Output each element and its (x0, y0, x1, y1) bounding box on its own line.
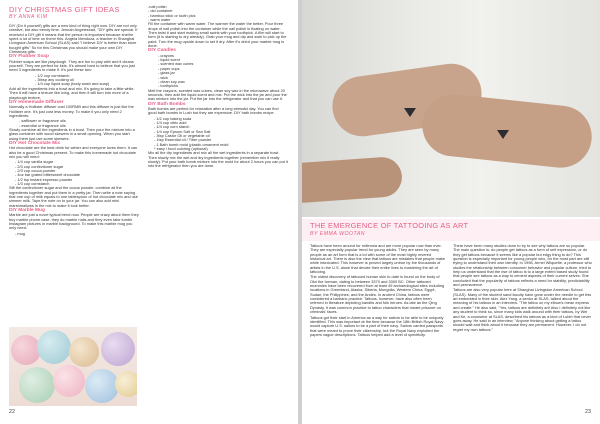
section-heading: DIY Flubber Soap (9, 54, 49, 60)
list-item: - 4oz bar grated bittersweet chocolate (15, 172, 81, 178)
left-page (0, 0, 298, 424)
list-item: - 3tbsp any cooking oil (35, 77, 74, 83)
paragraph: Sift the confectioner sugar and the cocoa powder, combine all the ingredients together and put them in a pretty jar. Then write a note saying that one cup of milk equals to one tablespoon of hot chocolate mix and use simmer milk. Tape the note on to your jar. You can also add mini marshmallows in the mix to make it look better. (9, 185, 138, 208)
article-header (302, 219, 600, 241)
list-item: - crayons (158, 52, 174, 58)
section-heading: DIY Homemade Diffuser (9, 99, 64, 105)
list-item: - 2/3 cup confectioner sugar (15, 163, 64, 169)
bath-bombs-photo (9, 327, 137, 406)
article-byline: BY EMMA WOOTAN (310, 231, 366, 237)
section-heading: DIY Hot Chocolate Mix (9, 140, 61, 146)
list-item: - 1/2 cup baking soda (154, 115, 192, 121)
list-item: - 1 Bath bomb mold (plastic ornament mold (154, 141, 229, 147)
list-item: - warm water (148, 17, 171, 23)
list-item: - toothpicks (158, 83, 178, 89)
paragraph: Melt the crayons, scented wax cubes, clean soy wax in the microwave about 20 seconds, then add the liquid scent and mix. Put the wick into the jar and pour the wax mixture into the jar. Put the jar into the refrigerator and that you can use it. (148, 87, 287, 102)
paragraph: Add all the ingredients into a bowl and mix. It's going to take a little while. Then it will have a texture like icing, and then it will turn into more of a playdough texture. (9, 85, 135, 100)
paragraph: Normally a Hollister diffuser cost 100RMB and this diffuser is just like the Hollister one. It's just cost less money. To make it you only need 2 ingredients: (9, 104, 134, 118)
list-item: - old container (148, 8, 173, 14)
list-item: - scented wax cubes (158, 61, 194, 67)
list-item: - glass jar (158, 70, 175, 76)
article-title: DIY CHRISTMAS GIFT IDEAS (9, 5, 120, 14)
list-item: - 1/2 cup cornstarch (35, 72, 70, 78)
intro-paragraph: DIY (Do it yourself) gifts are a new kind of thing right now. DIY are not only creative, but also trendy time. Jennah Angelesead, "DIY gifts are special. If received a DIY gift it means that the person is important because she/he spent a lot of time on them/ this. Angela Mendoza, a teacher in Shanghai Livingston American School (SLAS) said "I believe DIY is better than store bought gifts" So for this Christmas you should make your own DIY Christmas gifts. (9, 23, 138, 55)
triangle-tattoo (497, 130, 509, 139)
paragraph: Tattoos have been around for millennia and are more popular now than ever. They are especially popular trend for young adults. They are seen by many people as an art form that is a lot with some of the most highly revered historical art. There is also the view that tattoos are mistakes that people make while intoxicated. This however is proved largely untrue by the thousands of artists in the U.S. alone that devote their entire lives to mastering the art of tattooing. (310, 243, 446, 275)
page-number: 22 (9, 409, 15, 415)
list-item: - 1/4 cup Epsom Salt or Sea Salt (154, 128, 211, 134)
paragraph: Mix all the dry ingredients and mix all the wet ingredients in a separate bowl. Then slowly mix the wet and dry ingredients together (remember mix it really slowly). Put your bath bomb mixture into the mold for about 2 hours you can put it into the refrigerator then you are done. (148, 150, 288, 169)
paragraph: Bath bombs are perfect for relaxation after a long stressful day. You can find good bath bombs in Lush but they are expensive. DIY bath bombs recipe. (148, 105, 279, 116)
list-item: - 1/2 tsp instant espresso powder (15, 176, 73, 182)
page-number: 23 (585, 409, 591, 415)
paragraph: The oldest discovery of tattooed human skin to date is found on the body of Otzi the Iceman, dating to between 3370 and 3300 BC. Other tattooed mummies have been recovered from at least 49 archaeological sites including locations in Greenland, Alaska, Siberia, Mongolia, Western China, Egypt, Sudan, the Philippines, and the Andes. In ancient China, tattoos were considered a barbaric practice. Tattoos, however, have also often been referred in literature depicting bandits and folk heroes. As late as the Qing Dynasty, it was common practice to tattoo characters that meant prisoner on criminals' faces. (310, 274, 445, 315)
paragraph: Tattoos got their start in America as a way for sailors to be able to be uniquely identified. This was important at the time because the 18th British Royal Navy would capture U.S. sailors to be a part of their navy. Sailors carried passports that were meant to prove their citizenship, but the Royal Navy exploited the papers vague descriptions. Tattoos helped add a level of specificity. (310, 314, 444, 337)
list-item: - wick (158, 74, 168, 80)
list-item: - 1tsp Essential oil / Tiber powder (154, 137, 212, 143)
list-item: - 1/3 cup cornstarch (15, 181, 50, 187)
list-item: - clean soy wax (158, 78, 185, 84)
section-heading: DIY Marble Mug (9, 208, 45, 214)
list-item: - essential or fragrance oils (19, 122, 66, 128)
list-item: - paper cups (158, 65, 180, 71)
list-item: - 1/4 cup liquid soap (body wash and soap) (35, 81, 110, 87)
list-item: - mug (15, 230, 25, 236)
article-title: THE EMERGENCE OF TATTOOING AS ART (310, 221, 469, 230)
list-item: - 2/3 cup cocoa powder (15, 168, 56, 173)
right-page (302, 0, 600, 424)
list-item: - 1/4 cup citric acid (154, 119, 187, 125)
list-item: - safflower or fragrance oils (19, 118, 66, 124)
section-heading: DIY Candles (148, 48, 176, 54)
list-item: - 1/4 cup vanilla sugar (15, 159, 54, 165)
tattoo-photo (302, 0, 600, 217)
paragraph: Marble are just a novel typical trend now. People are crazy about them they buy marble phone case, they do marble nails and they even take tumblr Instagram pictures in marble background. To make this marble mug you only need: (9, 212, 139, 231)
list-item: - bamboo stick or tooth pick (148, 12, 196, 18)
list-item: * easy / food coloring (optional) (154, 146, 208, 151)
article-byline: BY ANNA KIM (9, 14, 48, 20)
paragraph: Flubber soaps are like playdough. They are fun to play with and it cleans yourself. They are perfect for kids. It's almost hard to believe that you just need 3 ingredients to make it. It's just these two: (9, 58, 135, 73)
list-item: - liquid scent (158, 57, 180, 63)
paragraph: Fill the container with warm water. The warmer the water the better. Pour three drops of nail polish into the container while the nail polish is floating on water. Then twist it and start making small swirls with your toothpick. A film will start to form (it is starting to dry already). Grab your mug and dip and swirl to pick up the paint. Turn the mug upside down to set it dry. After it's dried your marble mug is done. (148, 21, 287, 49)
paragraph: There have been many studies done to try to see why tattoos are so popular. The main question is: do people get tattoos as a form of self expression, or do they get tattoos because it seems like a popular but edgy thing to do? This question is especially important for young people who, for the most part are still trying to understand their own identity. In 1998, Armel Wilquette, a professor who studies the relationship between consumer behavior and popular culture, tried to help us understand that the rise of tattoo is to a large extent based study found that people see tattoos as a way to cement aspects of their current selves. She concluded that the popularity of tattoos reflects a need for stability, predictability and permanence. (453, 243, 592, 288)
paragraph: Slowly combine all the ingredients in a bowl. Then pour the mixture into a glass container with wood skewers in a small opening. When you start using them just use some skewers. (9, 126, 135, 141)
right-column-2 (453, 244, 592, 333)
list-item: - 3tsp Castor Oil or vegetable oil (154, 132, 210, 138)
paragraph: Hot chocolate are the best drink for winter and everyone loves them. It can also be a good Christmas present. To make this homemade hot chocolate mix you will need: (9, 145, 138, 159)
right-column-1 (310, 244, 446, 338)
left-column-1 (9, 24, 140, 236)
list-item: - 1/4 cup corn starch (154, 124, 190, 130)
triangle-tattoo (404, 108, 416, 117)
paragraph: Tattoos are also very popular here at Shanghai Livingston American School (SLAS). Many of the student sand faculty have gone under the needle to get this art embedded in their skin. Alex Yang, a senior at SLAS, talked about the meaning of his tattoos in an interview. "The tattoo on my elbow's mean express and create." He also said, "Yes, tattoos are definitely art! Also I definitely not like any student to think so, since many kids walk around with their tattoos, by Wei and Ke, a counselor at SLAS, described his tattoos as a kind of t-shirt that never goes away. He said in an interview, "Anyone thinking about getting a tattoo should wait and think about it because they are permanent. However, I do not regret my own tattoos." (453, 287, 592, 332)
list-item: -nail polish (148, 4, 167, 9)
left-column-2 (148, 5, 288, 170)
section-heading: DIY Bath Bombs (148, 101, 186, 107)
